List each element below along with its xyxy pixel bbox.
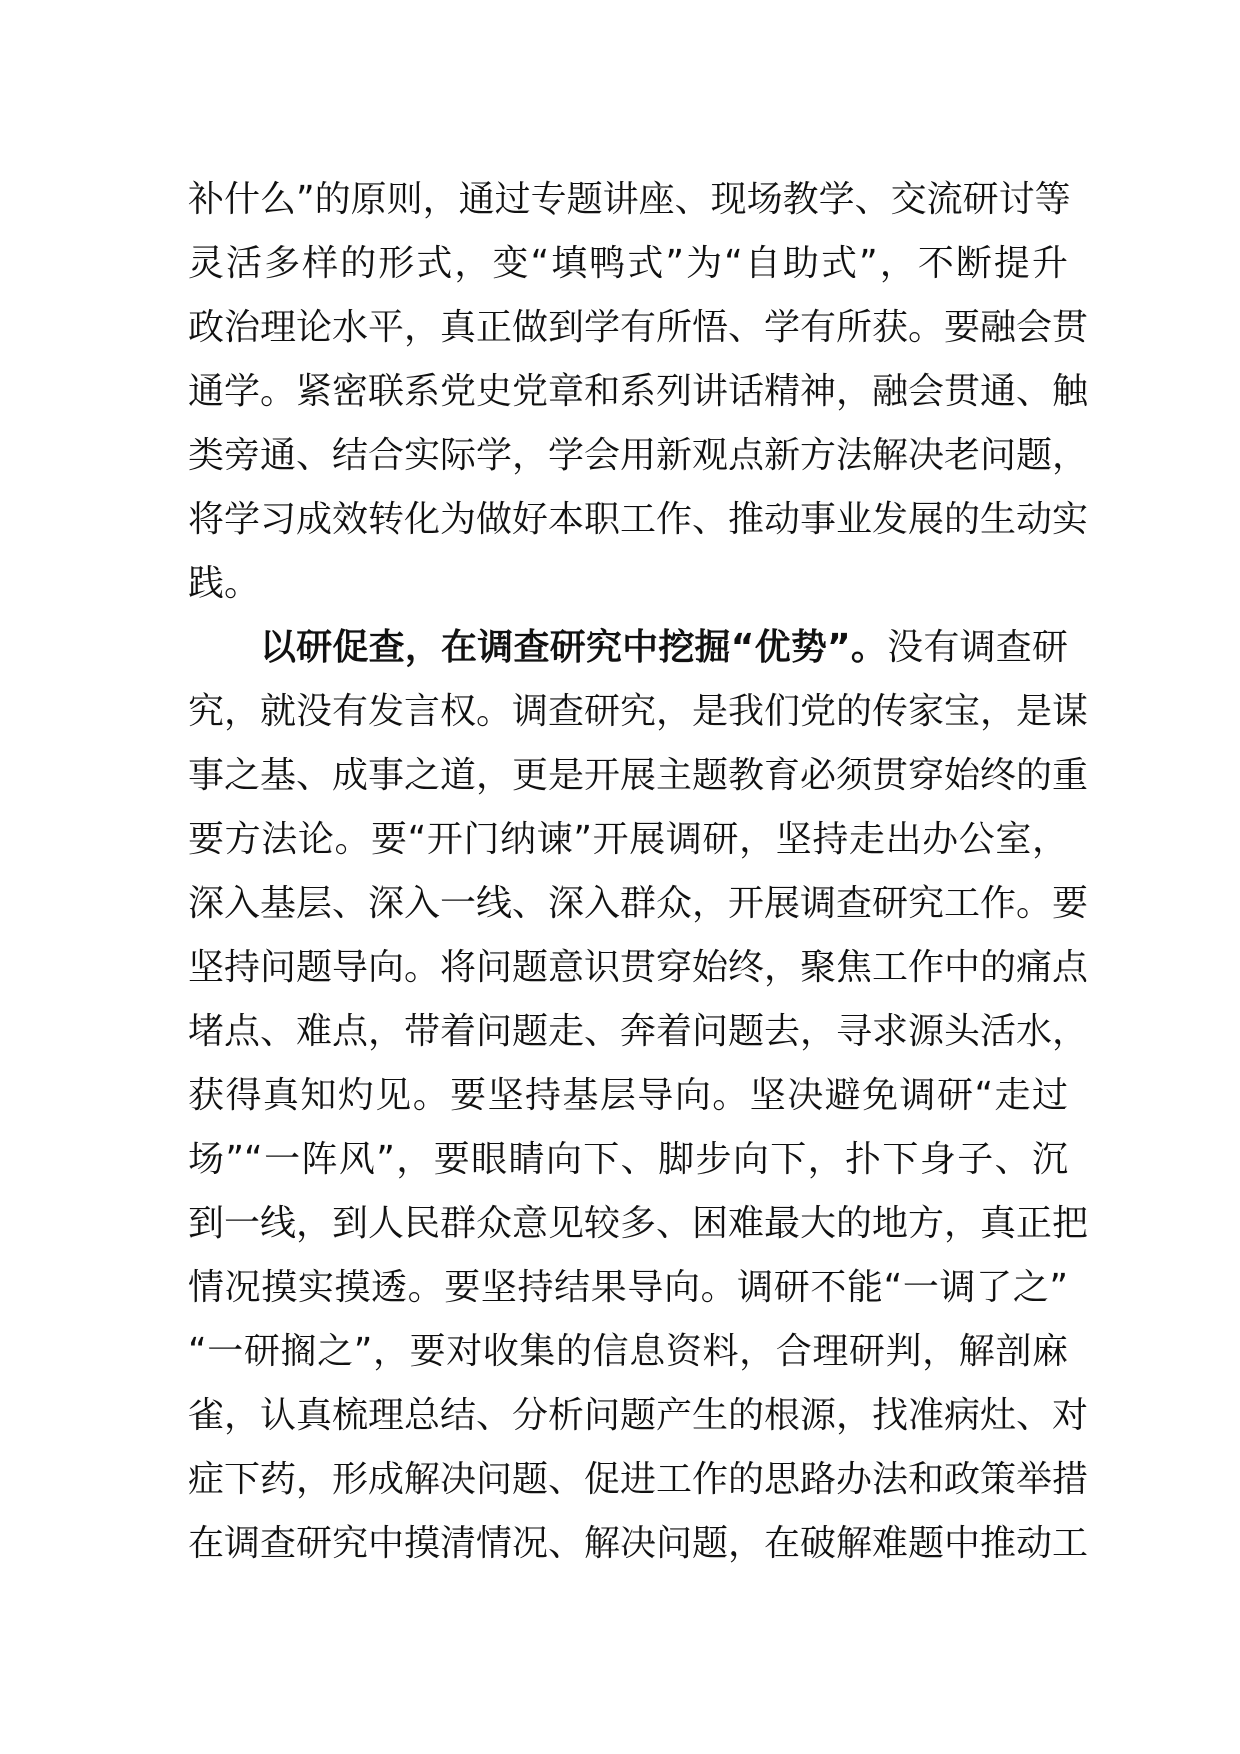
text-line: 症下药，形成解决问题、促进工作的思路办法和政策举措 bbox=[188, 1459, 1089, 1500]
text-line: 通学。紧密联系党史党章和系列讲话精神，融会贯通、触 bbox=[188, 371, 1089, 412]
text-line: 到一线，到人民群众意见较多、困难最大的地方，真正把 bbox=[188, 1203, 1089, 1244]
text-line: 堵点、难点，带着问题走、奔着问题去，寻求源头活水， bbox=[188, 1011, 1089, 1052]
text-line: 事之基、成事之道，更是开展主题教育必须贯穿始终的重 bbox=[188, 755, 1089, 796]
text-line: 将学习成效转化为做好本职工作、推动事业发展的生动实 bbox=[188, 499, 1089, 540]
paragraph-heading: 以研促查，在调查研究中挖掘“优势”。 bbox=[260, 627, 888, 668]
text-line: 究，就没有发言权。调查研究，是我们党的传家宝，是谋 bbox=[188, 691, 1089, 732]
text-line: 情况摸实摸透。要坚持结果导向。调研不能“一调了之” bbox=[188, 1267, 1068, 1308]
paragraph-2 bbox=[188, 616, 1089, 1576]
text-line: “一研搁之”，要对收集的信息资料，合理研判，解剖麻 bbox=[188, 1331, 1068, 1372]
text-line: 政治理论水平，真正做到学有所悟、学有所获。要融会贯 bbox=[188, 307, 1089, 348]
text-line: 补什么”的原则，通过专题讲座、现场教学、交流研讨等 bbox=[188, 179, 1071, 220]
text-line: 获得真知灼见。要坚持基层导向。坚决避免调研“走过 bbox=[188, 1075, 1068, 1116]
paragraph-2-first-line-rest: 没有调查研 bbox=[887, 627, 1068, 668]
paragraph-1 bbox=[188, 168, 1089, 616]
text-line: 要方法论。要“开门纳谏”开展调研，坚持走出办公室， bbox=[188, 819, 1068, 860]
paragraph-2-first-line bbox=[188, 616, 1068, 680]
text-line: 灵活多样的形式，变“填鸭式”为“自助式”，不断提升 bbox=[188, 243, 1068, 284]
text-line: 场”“一阵风”，要眼睛向下、脚步向下，扑下身子、沉 bbox=[188, 1139, 1068, 1180]
text-line: 类旁通、结合实际学，学会用新观点新方法解决老问题， bbox=[188, 435, 1089, 476]
text-line: 践。 bbox=[188, 563, 261, 604]
text-line: 雀，认真梳理总结、分析问题产生的根源，找准病灶、对 bbox=[188, 1395, 1089, 1436]
text-line: 深入基层、深入一线、深入群众，开展调查研究工作。要 bbox=[188, 883, 1089, 924]
text-line: 坚持问题导向。将问题意识贯穿始终，聚焦工作中的痛点 bbox=[188, 947, 1089, 988]
document-body bbox=[188, 168, 1089, 1576]
text-line: 在调查研究中摸清情况、解决问题，在破解难题中推动工 bbox=[188, 1523, 1089, 1564]
